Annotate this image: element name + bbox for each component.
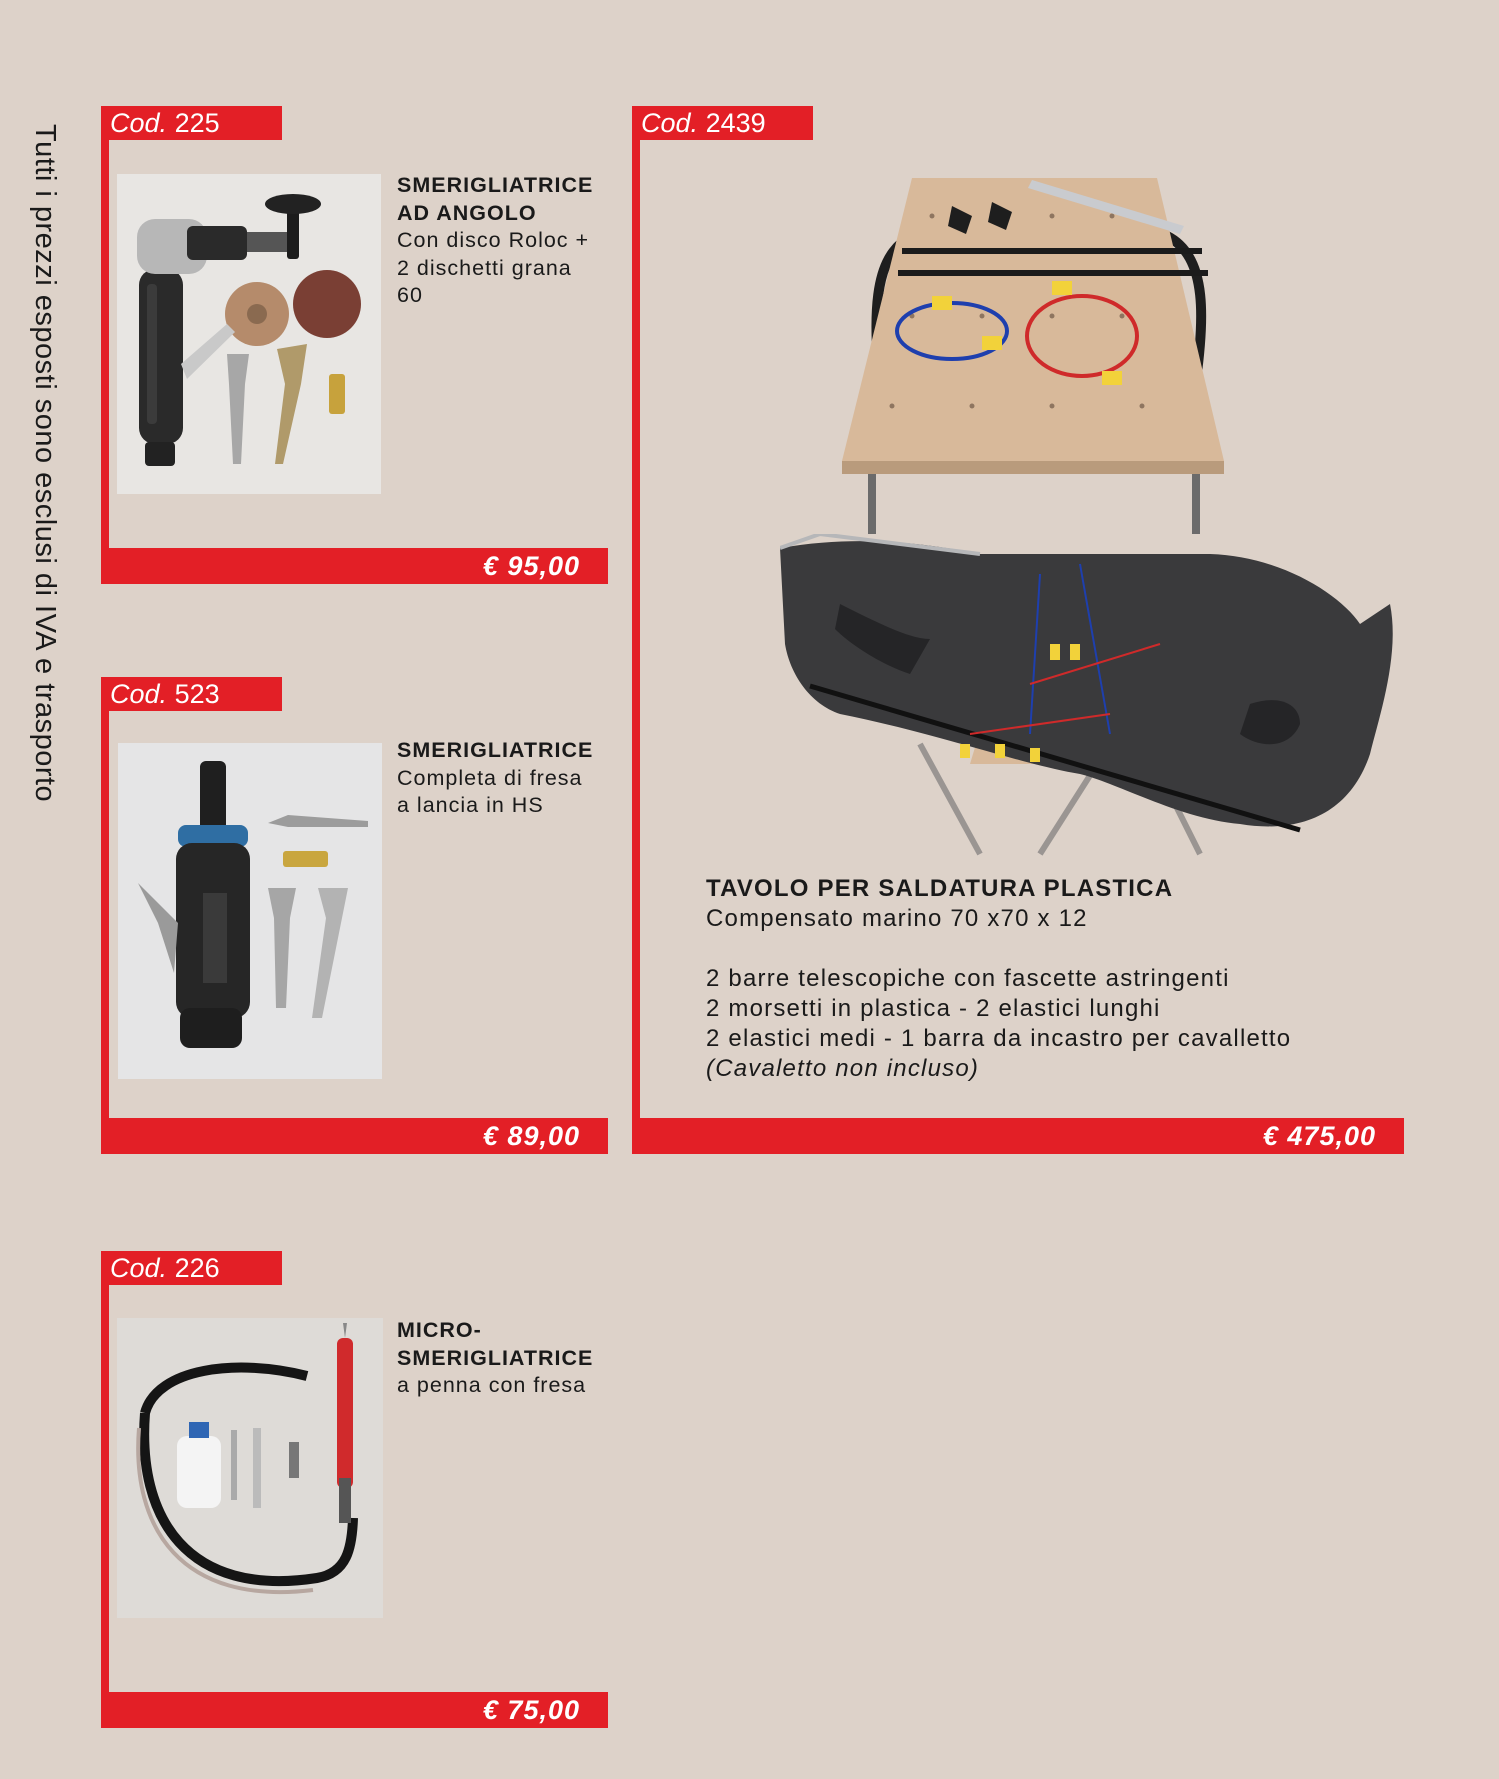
featured-desc-line: 2 morsetti in plastica - 2 elastici lunghi <box>706 995 1161 1022</box>
featured-desc-line: 2 elastici medi - 1 barra da incastro per cavalletto <box>706 1025 1292 1052</box>
code-tag <box>101 677 282 711</box>
price-bar: € 89,00 <box>101 1118 608 1154</box>
vat-disclaimer: Tutti i prezzi esposti sono esclusi di IVA e trasporto <box>29 124 61 803</box>
product-title-line: SMERIGLIATRICE <box>397 173 594 197</box>
code-label: Cod. <box>110 108 168 138</box>
featured-description <box>706 874 1291 1084</box>
product-desc-line: 60 <box>397 283 423 307</box>
product-title-line: SMERIGLIATRICE <box>397 738 594 762</box>
card-border <box>632 106 640 1154</box>
code-label: Cod. <box>110 1253 168 1283</box>
product-photo-pen-grinder <box>117 1318 383 1618</box>
code-number: 2439 <box>705 108 766 138</box>
featured-subtitle: Compensato marino 70 x70 x 12 <box>706 905 1088 932</box>
product-photo-welding-table <box>812 166 1252 534</box>
price-bar: € 75,00 <box>101 1692 608 1728</box>
product-card-225 <box>101 106 608 584</box>
card-border <box>101 1251 109 1728</box>
code-tag <box>632 106 813 140</box>
price-bar: € 95,00 <box>101 548 608 584</box>
product-desc-line: a penna con fresa <box>397 1373 587 1397</box>
featured-title: TAVOLO PER SALDATURA PLASTICA <box>706 875 1174 902</box>
product-description <box>397 172 607 310</box>
product-photo-bumper-on-table <box>780 534 1410 866</box>
product-title-line: SMERIGLIATRICE <box>397 1345 594 1370</box>
product-desc-line: Con disco Roloc + <box>397 228 590 252</box>
code-number: 225 <box>174 108 220 138</box>
code-tag <box>101 1251 282 1285</box>
product-description <box>397 737 607 820</box>
featured-note: (Cavaletto non incluso) <box>706 1055 980 1082</box>
code-number: 523 <box>174 679 220 709</box>
product-description <box>397 1317 607 1400</box>
price-bar: € 475,00 <box>632 1118 1404 1154</box>
product-photo-die-grinder <box>118 743 382 1079</box>
product-photo-angle-grinder <box>117 174 381 494</box>
product-title-line: MICRO- <box>397 1318 482 1342</box>
product-card-2439 <box>632 106 1404 1154</box>
featured-desc-line: 2 barre telescopiche con fascette astringenti <box>706 965 1230 992</box>
code-label: Cod. <box>110 679 168 709</box>
product-title-line: AD ANGOLO <box>397 200 537 225</box>
product-card-226 <box>101 1251 608 1728</box>
card-border <box>101 106 109 584</box>
code-number: 226 <box>174 1253 220 1283</box>
card-border <box>101 677 109 1154</box>
code-label: Cod. <box>641 108 699 138</box>
product-desc-line: a lancia in HS <box>397 793 544 817</box>
product-desc-line: 2 dischetti grana <box>397 255 572 280</box>
product-card-523 <box>101 677 608 1154</box>
product-desc-line: Completa di fresa <box>397 765 583 790</box>
code-tag <box>101 106 282 140</box>
